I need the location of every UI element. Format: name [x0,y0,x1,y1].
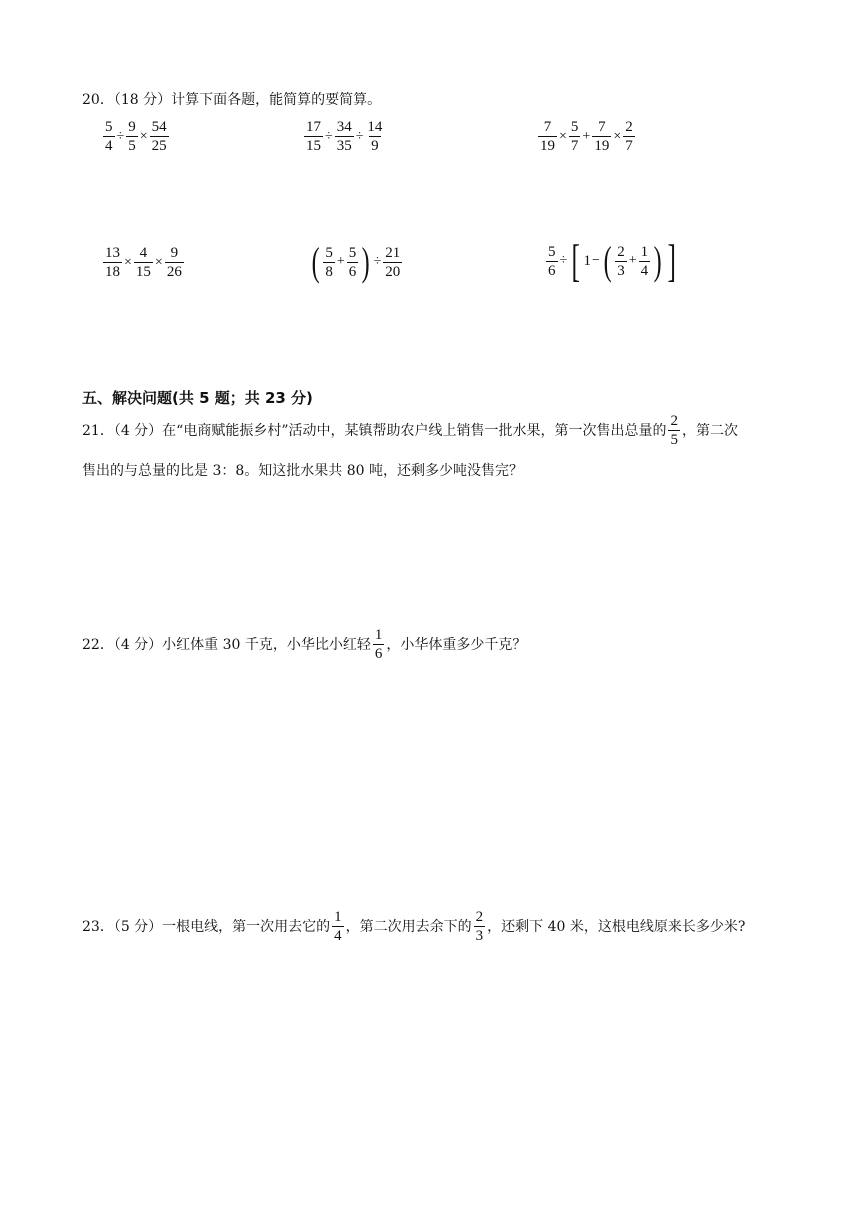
operator: × [139,128,148,144]
q22-text-a: 22．（4 分）小红体重 30 千克，小华比小红轻 [82,636,371,653]
fraction: $\frac{21}{20}$ [385,244,401,280]
q20-expression-6 [545,235,680,286]
fraction: $\frac{1}{4}$ [640,243,649,279]
operator: − [592,253,600,268]
fraction: $\frac{2}{7}$ [625,119,633,154]
fraction: $\frac{4}{15}$ [135,245,151,280]
operator: + [336,254,345,269]
q22-text-b: ，小华体重多少千克？ [386,636,527,653]
fraction: $\frac{2}{3}$ [617,243,625,279]
q22-line [82,626,526,663]
fraction: $\frac{54}{25}$ [151,119,167,154]
fraction: $\frac{5}{7}$ [570,119,579,154]
operator: ÷ [559,253,568,268]
q20-expression-2 [303,118,385,155]
section-title: 五、解决问题(共 5 题；共 23 分) [82,389,313,407]
q20-expression-3 [537,118,636,155]
fraction: $\frac{2}{5}$ [670,413,678,448]
operator: + [582,128,591,144]
q20-header: 20．（18 分）计算下面各题，能简算的要简算。 [82,92,382,108]
fraction: $\frac{34}{35}$ [336,119,352,154]
q23-text-b: ，第二次用去余下的 [345,918,472,935]
q20-expression-1 [102,118,170,155]
fraction: $\frac{7}{19}$ [540,119,555,154]
operator: × [124,254,132,270]
fraction: $\frac{5}{8}$ [325,244,333,280]
fraction: $\frac{9}{26}$ [166,245,182,280]
fraction: $\frac{5}{4}$ [105,119,113,154]
q23-line [82,908,745,945]
fraction: $\frac{7}{19}$ [594,119,610,154]
q21-text-a: 21．（4 分）在“电商赋能振乡村”活动中，某镇帮助农户线上销售一批水果，第一次售出总量的 [82,422,667,439]
operator: + [628,253,637,268]
fraction: $\frac{5}{6}$ [348,244,357,280]
left-paren: ( [603,238,612,283]
operator: × [559,128,567,144]
q20-expression-5 [309,239,403,284]
q23-text-a: 23．（5 分）一根电线，第一次用去它的 [82,918,331,935]
q21-text-b: ，第二次 [681,422,738,439]
fraction: $\frac{2}{3}$ [475,909,484,944]
operator: × [613,128,622,144]
right-paren: ) [361,239,370,284]
q21-line-1 [82,412,738,449]
fraction: $\frac{9}{5}$ [128,119,136,154]
operator: ÷ [355,128,364,144]
number: 1 [583,252,592,269]
operator: × [154,254,163,270]
q21-line-2: 售出的与总量的比是 3：8。知这批水果共 80 吨，还剩多少吨没售完？ [82,463,523,479]
right-paren: ) [653,238,662,283]
q23-text-c: ，还剩下 40 米，这根电线原来长多少米? [487,918,746,935]
q20-expression-4 [102,244,185,281]
fraction: $\frac{1}{4}$ [334,909,342,944]
fraction: $\frac{14}{9}$ [367,119,383,154]
fraction: $\frac{13}{18}$ [105,245,120,280]
right-bracket: ] [667,235,677,286]
operator: ÷ [373,254,382,269]
left-paren: ( [311,239,320,284]
operator: ÷ [325,128,333,144]
fraction: $\frac{5}{6}$ [548,243,556,279]
fraction: $\frac{1}{6}$ [374,627,383,662]
fraction: $\frac{17}{15}$ [306,119,321,154]
left-bracket: [ [571,235,581,286]
operator: ÷ [116,128,125,144]
